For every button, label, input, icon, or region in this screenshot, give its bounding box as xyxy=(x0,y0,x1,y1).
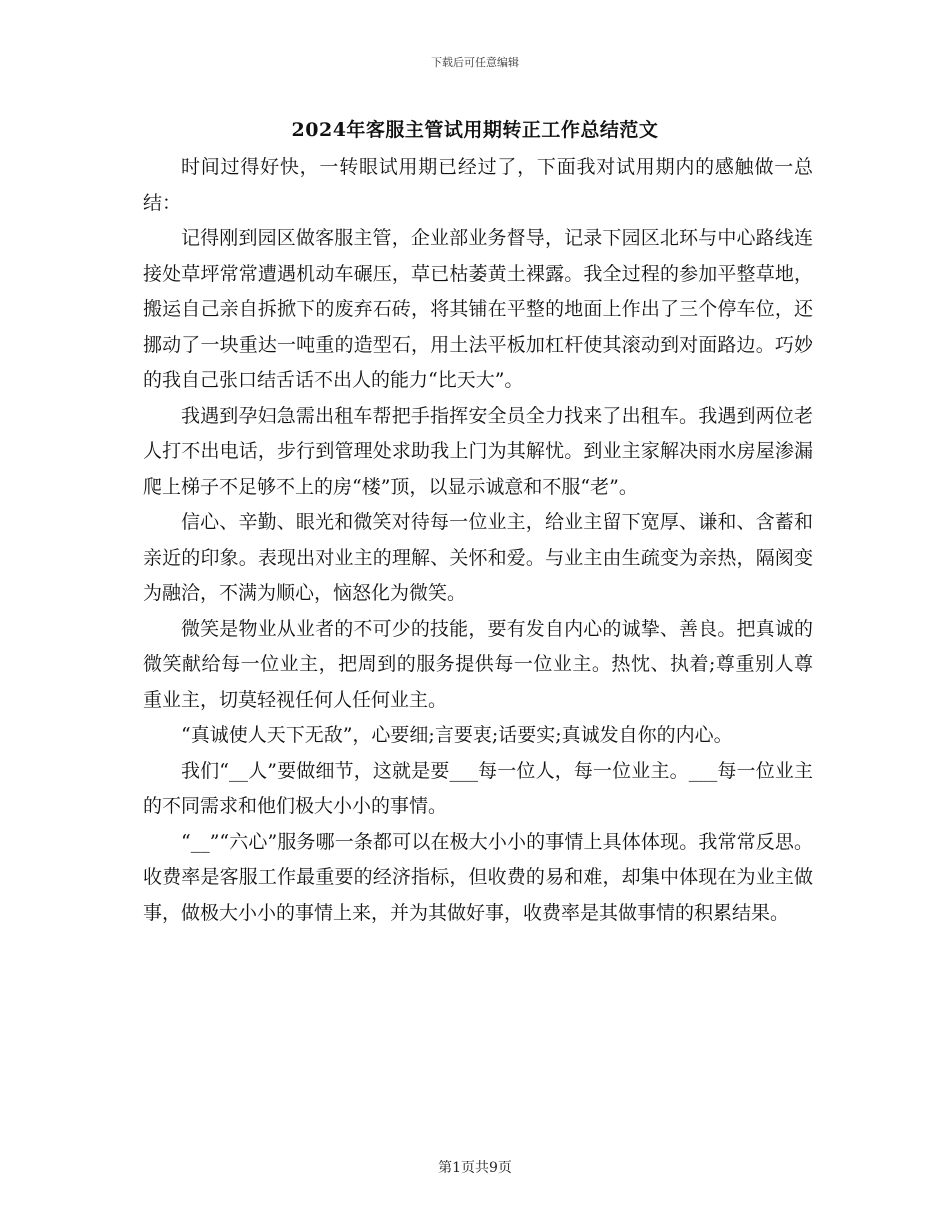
page-indicator: 第1页共9页 xyxy=(438,1160,512,1176)
paragraph-details: 我们“__人”要做细节，这就是要___每一位人，每一位业主。___每一位业主的不同需求和他们极大小小的事情。 xyxy=(143,759,813,817)
document-body xyxy=(143,150,813,931)
paragraph-attitude: 信心、辛勤、眼光和微笑对待每一位业主，给业主留下宽厚、谦和、含蓄和亲近的印象。表现出对业主的理解、关怀和爱。与业主由生疏变为亲热，隔阂变为融洽，不满为顺心，恼怒化为微笑。 xyxy=(143,511,813,604)
paragraph-fee-collection: “__”“六心”服务哪一条都可以在极大小小的事情上具体体现。我常常反思。收费率是客服工作最重要的经济指标，但收费的易和难，却集中体现在为业主做事，做极大小小的事情上来，并为其做好事，收费率是其做事情的积累结果。 xyxy=(143,830,813,924)
paragraph-intro: 时间过得好快，一转眼试用期已经过了，下面我对试用期内的感触做一总结： xyxy=(143,156,813,214)
paragraph-smile: 微笑是物业从业者的不可少的技能，要有发自内心的诚挚、善良。把真诚的微笑献给每一位业主，把周到的服务提供每一位业主。热忱、执着;尊重别人尊重业主，切莫轻视任何人任何业主。 xyxy=(143,617,813,711)
paragraph-lawn-work: 记得刚到园区做客服主管，企业部业务督导，记录下园区北环与中心路线连接处草坪常常遭遇机动车碾压，草已枯萎黄土裸露。我全过程的参加平整草地，搬运自己亲自拆掀下的废弃石砖，将其铺在平整的地面上作出了三个停车位，还挪动了一块重达一吨重的造型石，用土法平板加杠杆使其滚动到对面路边。巧妙的我自己张口结舌话不出人的能力“比天大”。 xyxy=(143,227,813,391)
paragraph-helping-residents: 我遇到孕妇急需出租车帮把手指挥安全员全力找来了出租车。我遇到两位老人打不出电话，步行到管理处求助我上门为其解忧。到业主家解决雨水房屋渗漏爬上梯子不足够不上的房“楼”顶，以显示诚意和不服“老”。 xyxy=(143,404,813,498)
paragraph-sincerity: “真诚使人天下无敌”，心要细;言要衷;话要实;真诚发自你的内心。 xyxy=(181,724,733,746)
header-note: 下载后可任意编辑 xyxy=(431,56,519,69)
document-title: 2024年客服主管试用期转正工作总结范文 xyxy=(291,119,659,141)
